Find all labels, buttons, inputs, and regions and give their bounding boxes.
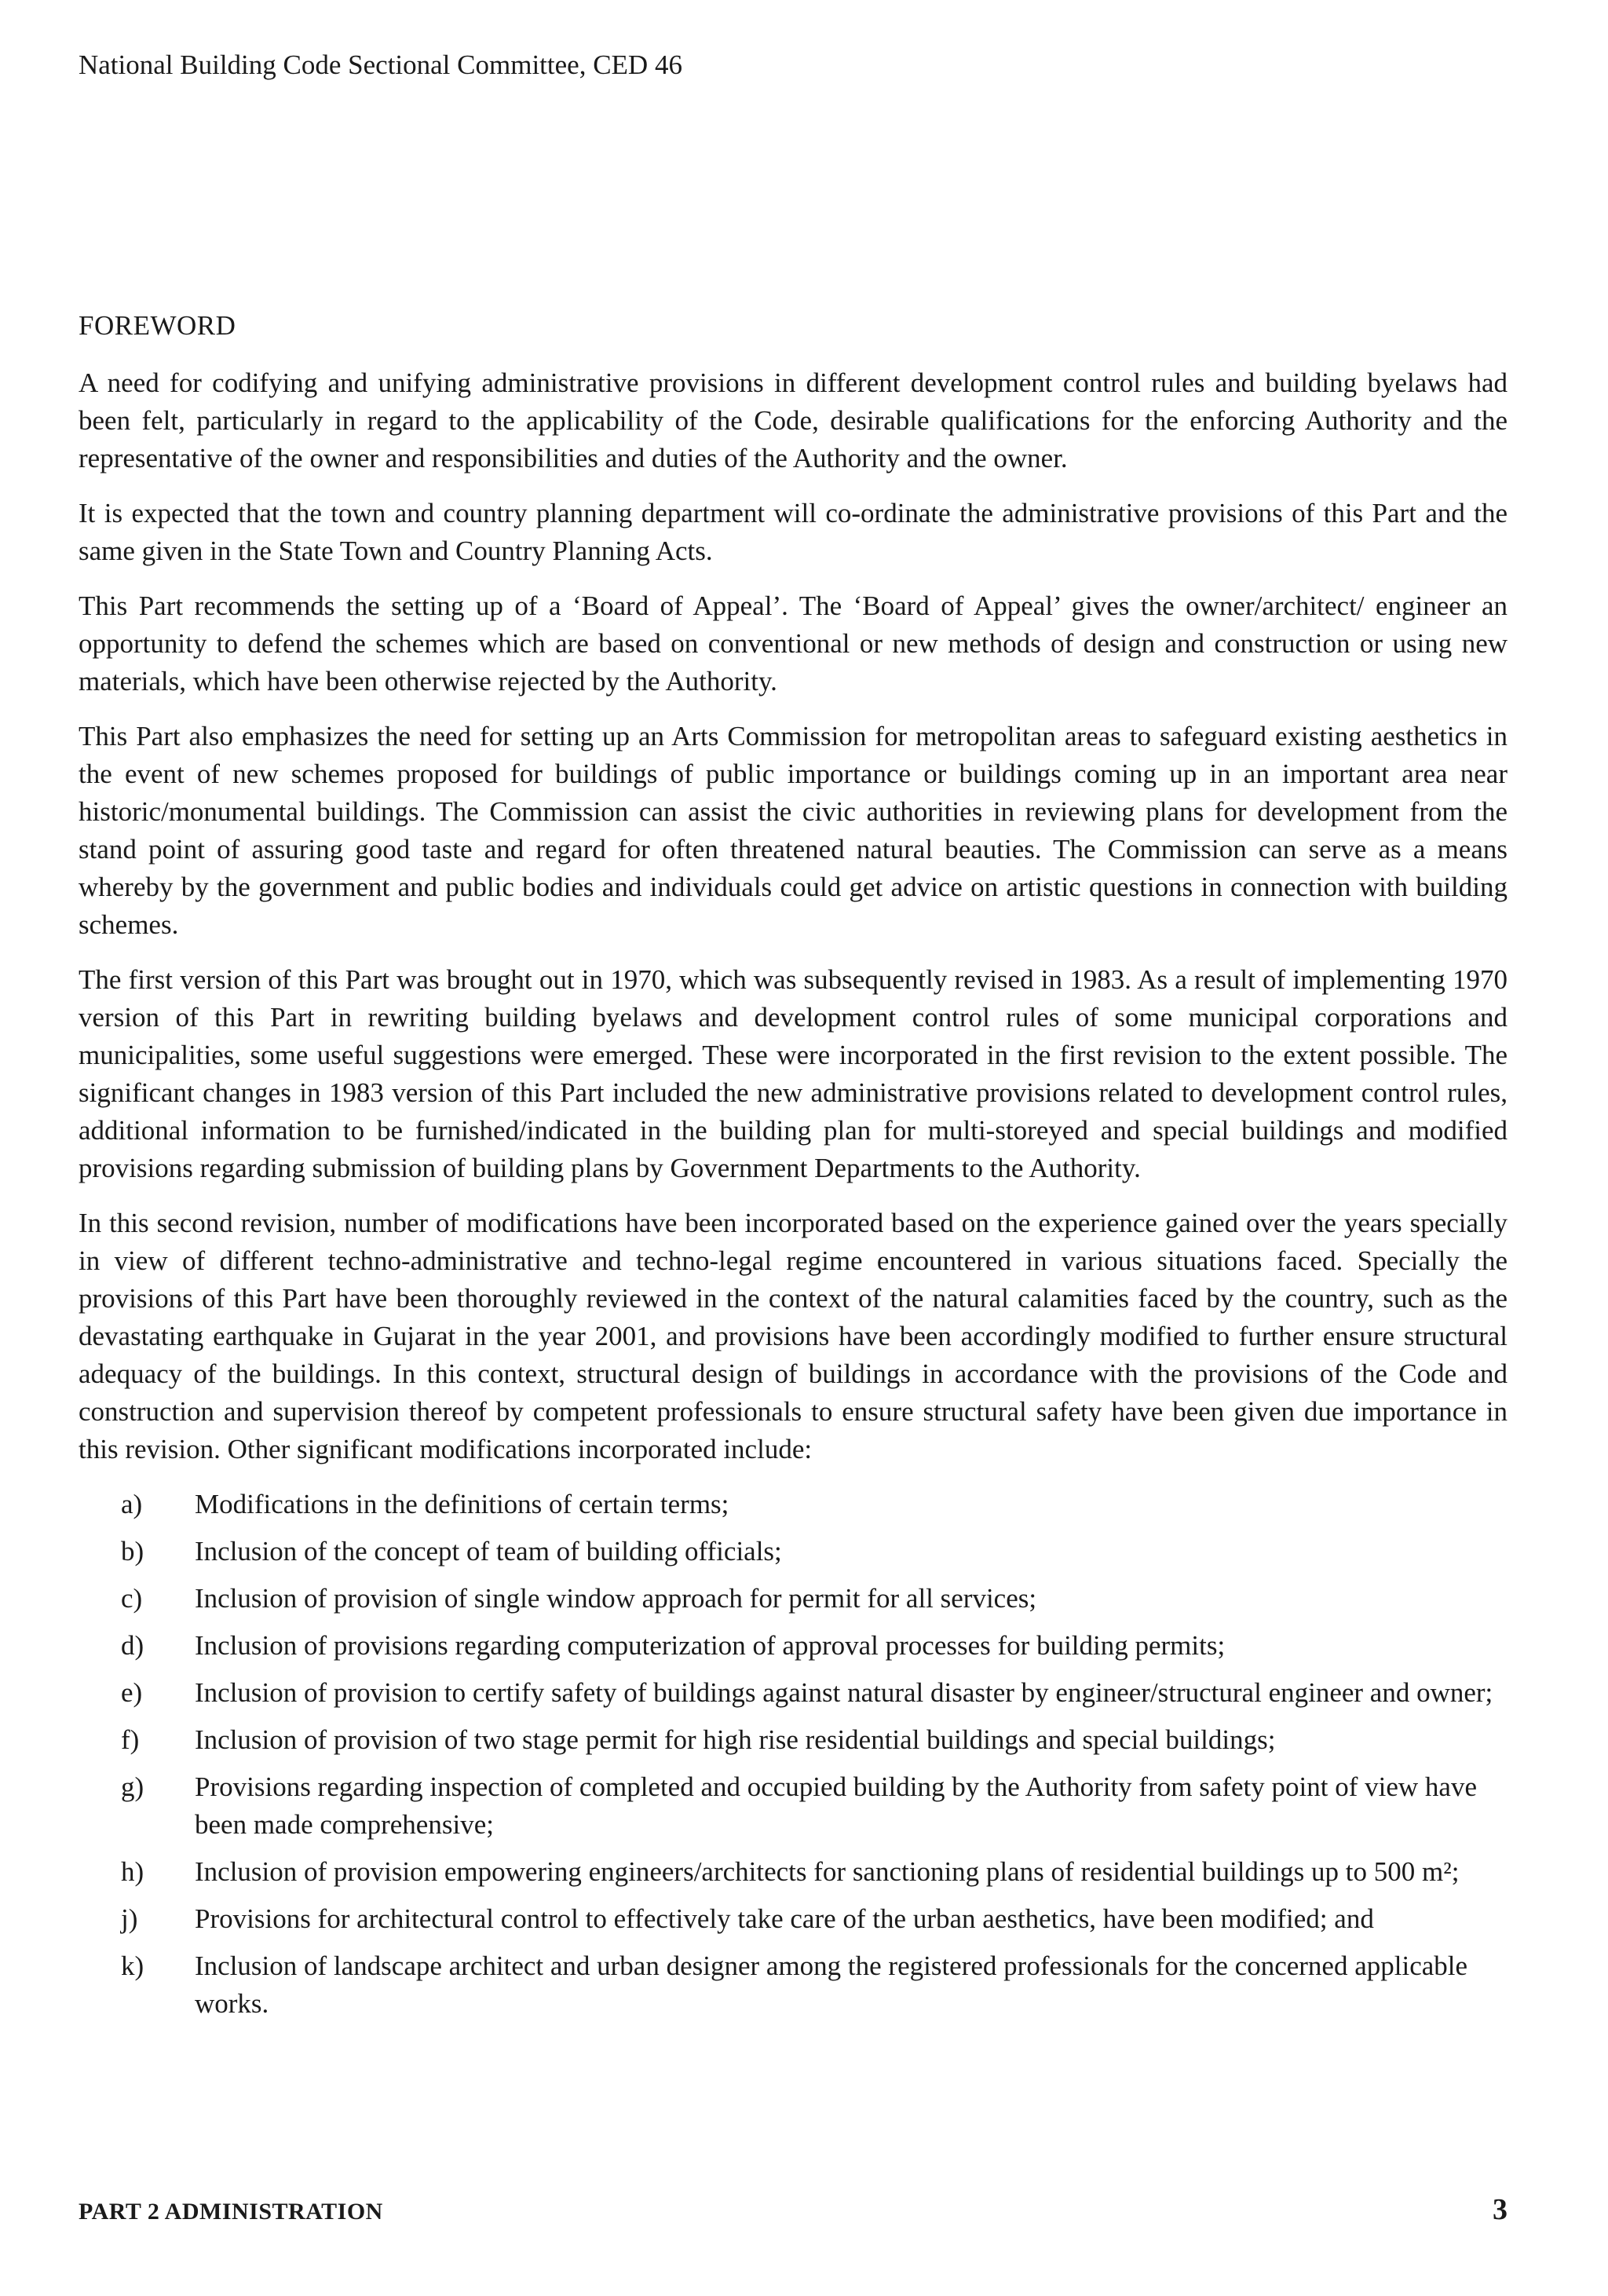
list-item-text: Provisions regarding inspection of completed and occupied building by the Authority from safety point of view have been made comprehensive;	[195, 1771, 1477, 1840]
foreword-body	[79, 364, 1508, 2032]
list-marker: b)	[121, 1536, 144, 1567]
foreword-paragraph-6: In this second revision, number of modifications have been incorporated based on the experience gained over the years specially in view of different techno-administrative and techno-legal regime encountered in various situations faced. Specially the provisions of this Part have been thoroughly reviewed in the context of the natural calamities faced by the country, such as the devastating earthquake in Gujarat in the year 2001, and provisions have been accordingly modified to further ensure structural adequacy of the buildings. In this context, structural design of buildings in accordance with the provisions of the Code and construction and supervision thereof by competent professionals to ensure structural safety have been given due importance in this revision. Other significant modifications incorporated include:	[79, 1208, 1508, 1464]
list-marker: j)	[121, 1903, 138, 1934]
foreword-paragraph-1: A need for codifying and unifying administrative provisions in different development control rules and building byelaws had been felt, particularly in regard to the applicability of the Code, desirable qualifications for the enforcing Authority and the representative of the owner and responsibilities and duties of the Authority and the owner.	[79, 367, 1508, 473]
list-item-text: Inclusion of provisions regarding computerization of approval processes for building permits;	[195, 1630, 1226, 1661]
list-item-text: Provisions for architectural control to effectively take care of the urban aesthetics, have been modified; and	[195, 1903, 1374, 1934]
list-item	[79, 1768, 1508, 1844]
list-item-text: Inclusion of provision empowering engineers/architects for sanctioning plans of residential buildings up to 500 m²;	[195, 1856, 1460, 1887]
page-number: 3	[1493, 2193, 1508, 2226]
list-marker: g)	[121, 1771, 144, 1802]
foreword-paragraph-2: It is expected that the town and country planning department will co-ordinate the administrative provisions of this Part and the same given in the State Town and Country Planning Acts.	[79, 498, 1508, 566]
list-marker: a)	[121, 1489, 143, 1519]
list-item	[79, 1853, 1508, 1891]
list-item	[79, 1533, 1508, 1570]
list-item-text: Modifications in the definitions of certain terms;	[195, 1489, 729, 1519]
list-item	[79, 1486, 1508, 1523]
document-page	[79, 0, 1508, 2296]
foreword-heading: FOREWORD	[79, 310, 236, 341]
list-marker: c)	[121, 1583, 143, 1614]
foreword-paragraph-5: The first version of this Part was brought out in 1970, which was subsequently revised in 1983. As a result of implementing 1970 version of this Part in rewriting building byelaws and development control rules of some municipal corporations and municipalities, some useful suggestions were emerged. These were incorporated in the first revision to the extent possible. The significant changes in 1983 version of this Part included the new administrative provisions related to development control rules, additional information to be furnished/indicated in the building plan for multi-storeyed and special buildings and modified provisions regarding submission of building plans by Government Departments to the Authority.	[79, 964, 1508, 1183]
committee-header: National Building Code Sectional Committee, CED 46	[79, 49, 682, 80]
list-item	[79, 1674, 1508, 1712]
list-item	[79, 1900, 1508, 1938]
list-item-text: Inclusion of provision of two stage permit for high rise residential buildings and special buildings;	[195, 1724, 1276, 1755]
list-marker: f)	[121, 1724, 140, 1755]
list-marker: h)	[121, 1856, 144, 1887]
list-marker: k)	[121, 1951, 144, 1981]
list-item-text: Inclusion of landscape architect and urban designer among the registered professionals for the concerned applicable works.	[195, 1951, 1468, 2019]
foreword-paragraph-3: This Part recommends the setting up of a ‘Board of Appeal’. The ‘Board of Appeal’ gives the owner/architect/ engineer an opportunity to defend the schemes which are based on conventional or new methods of design and construction or using new materials, which have been otherwise rejected by the Authority.	[79, 590, 1508, 696]
list-marker: e)	[121, 1677, 143, 1708]
list-item	[79, 1947, 1508, 2023]
modifications-list	[79, 1486, 1508, 2023]
list-item	[79, 1721, 1508, 1759]
list-item	[79, 1580, 1508, 1618]
list-item-text: Inclusion of the concept of team of building officials;	[195, 1536, 782, 1567]
list-item-text: Inclusion of provision of single window approach for permit for all services;	[195, 1583, 1037, 1614]
list-item-text: Inclusion of provision to certify safety of buildings against natural disaster by engineer/structural engineer and owner;	[195, 1677, 1493, 1708]
foreword-paragraph-4: This Part also emphasizes the need for setting up an Arts Commission for metropolitan areas to safeguard existing aesthetics in the event of new schemes proposed for buildings of public importance or buildings coming up in an important area near historic/monumental buildings. The Commission can assist the civic authorities in reviewing plans for development from the stand point of assuring good taste and regard for often threatened natural beauties. The Commission can serve as a means whereby by the government and public bodies and individuals could get advice on artistic questions in connection with building schemes.	[79, 721, 1508, 940]
list-item	[79, 1627, 1508, 1665]
footer-part-title: PART 2 ADMINISTRATION	[79, 2199, 383, 2225]
list-marker: d)	[121, 1630, 144, 1661]
